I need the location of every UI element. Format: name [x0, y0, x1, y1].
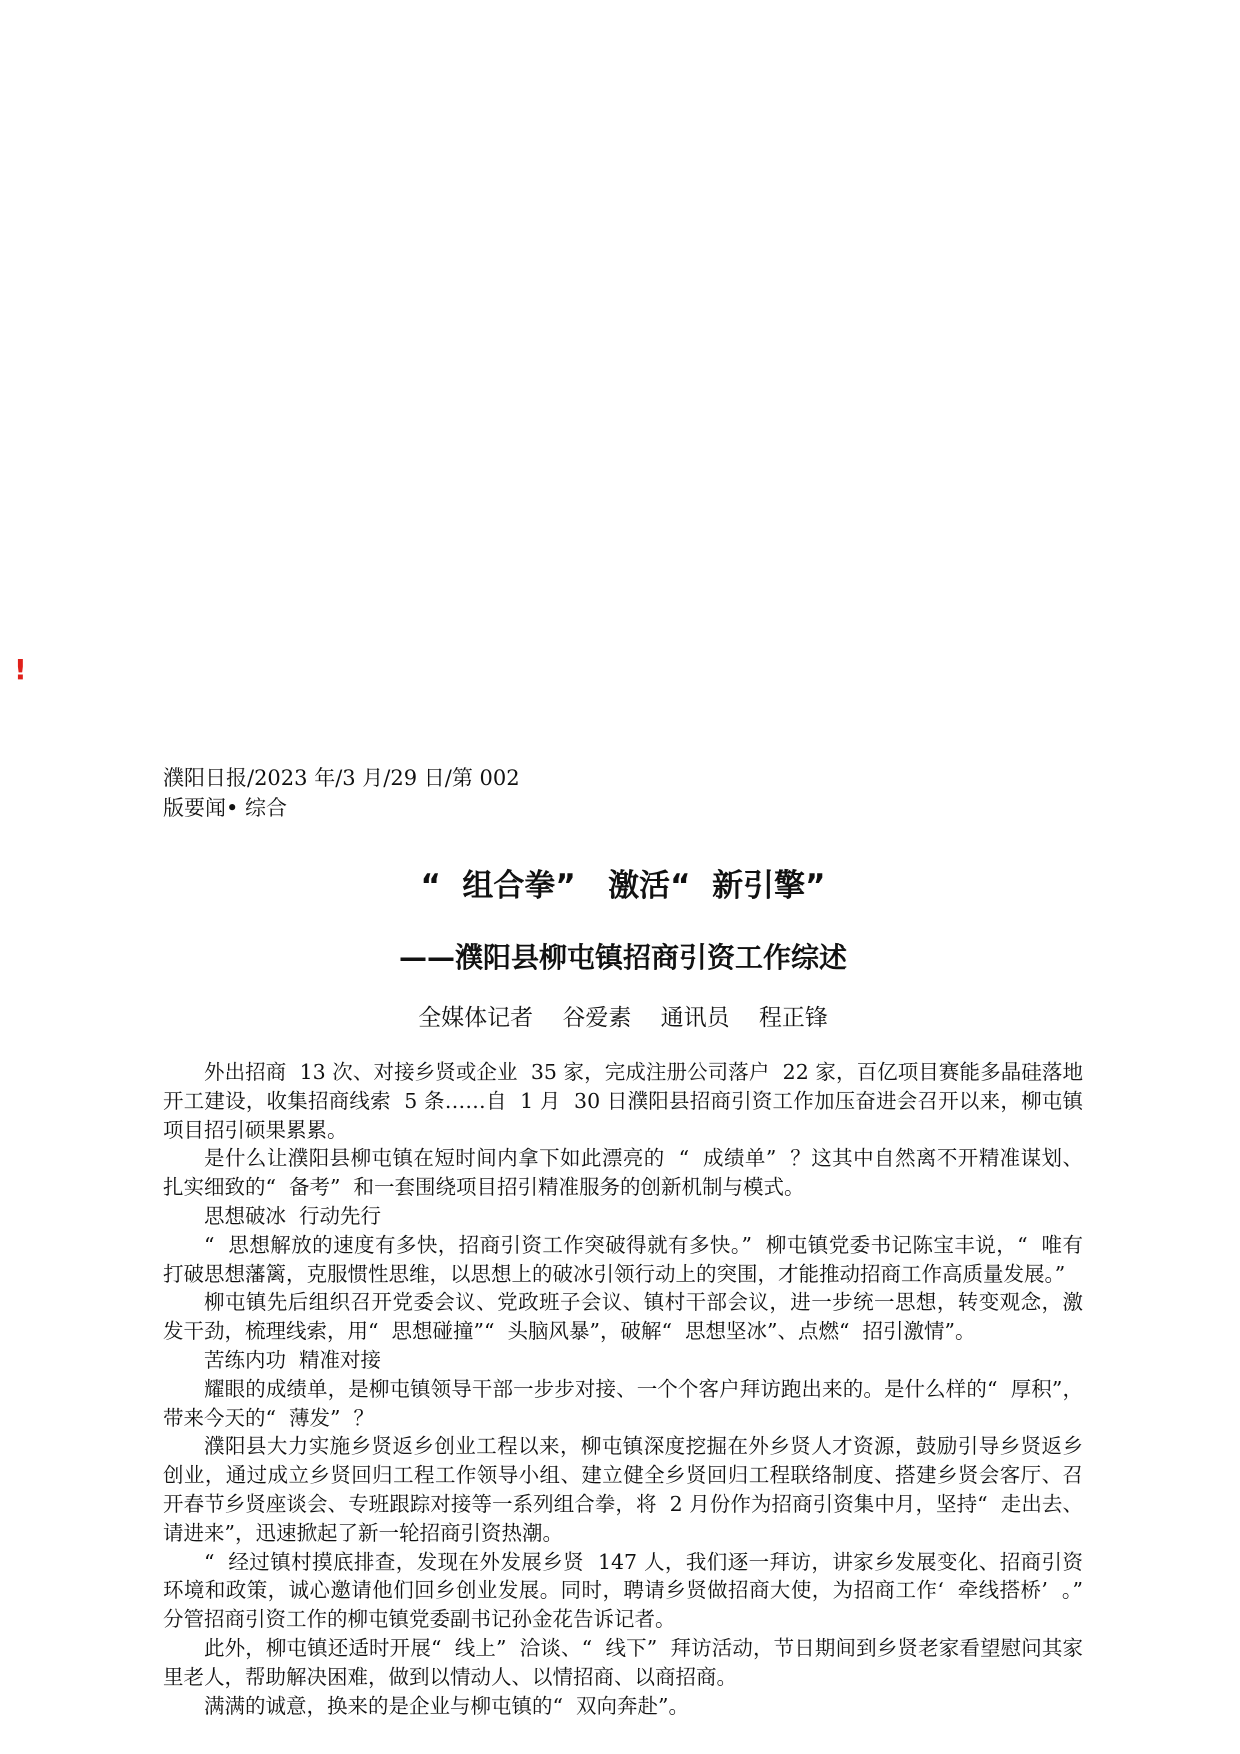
newspaper-article [163, 763, 1097, 1720]
paragraph: 濮阳县大力实施乡贤返乡创业工程以来，柳屯镇深度挖掘在外乡贤人才资源，鼓励引导乡贤返乡创业，通过成立乡贤回归工程工作领导小组、建立健全乡贤回归工程联络制度、搭建乡贤会客厅、召开春节乡贤座谈会、专班跟踪对接等一系列组合拳，将 2 月份作为招商引资集中月，坚持“ 走出去、请进来”，迅速掀起了新一轮招商引资热潮。 [163, 1434, 1083, 1545]
paragraph: 此外，柳屯镇还适时开展“ 线上” 洽谈、“ 线下” 拜访活动，节日期间到乡贤老家看望慰问其家里老人，帮助解决困难，做到以情动人、以情招商、以商招商。 [163, 1635, 1083, 1689]
paragraph: 满满的诚意，换来的是企业与柳屯镇的“ 双向奔赴”。 [204, 1693, 689, 1718]
article-title: “ 组合拳” 激活“ 新引擎” [420, 868, 826, 904]
red-exclamation-mark: ! [14, 653, 27, 686]
article-byline: 全媒体记者 谷爱素 通讯员 程正锋 [418, 1005, 828, 1031]
paragraph: 外出招商 13 次、对接乡贤或企业 35 家，完成注册公司落户 22 家，百亿项目赛能多晶硅落地开工建设，收集招商线索 5 条……自 1 月 30 日濮阳县招商引资工作加压奋进会召开以来，柳屯镇项目招引硕果累累。 [163, 1060, 1083, 1142]
section-line: 版要闻• 综合 [163, 796, 288, 820]
source-line: 濮阳日报/2023 年/3 月/29 日/第 002 [163, 766, 520, 790]
paragraph: “ 经过镇村摸底排查，发现在外发展乡贤 147 人，我们逐一拜访，讲家乡发展变化、招商引资环境和政策，诚心邀请他们回乡创业发展。同时，聘请乡贤做招商大使，为招商工作‘ 牵线搭桥’ 。” 分管招商引资工作的柳屯镇党委副书记孙金花告诉记者。 [163, 1549, 1097, 1632]
paragraph: “ 思想解放的速度有多快，招商引资工作突破得就有多快。” 柳屯镇党委书记陈宝丰说，“ 唯有打破思想藩篱，克服惯性思维，以思想上的破冰引领行动上的突围，才能推动招商工作高质量发展。” [163, 1232, 1083, 1286]
article-subtitle: ——濮阳县柳屯镇招商引资工作综述 [398, 941, 847, 974]
paragraph: 柳屯镇先后组织召开党委会议、党政班子会议、镇村干部会议，进一步统一思想，转变观念，激发干劲，梳理线索，用“ 思想碰撞”“ 头脑风暴”，破解“ 思想坚冰”、点燃“ 招引激情”。 [163, 1290, 1083, 1344]
section-heading: 思想破冰 行动先行 [204, 1203, 382, 1228]
section-heading: 苦练内功 精准对接 [204, 1347, 382, 1372]
paragraph: 耀眼的成绩单，是柳屯镇领导干部一步步对接、一个个客户拜访跑出来的。是什么样的“ 厚积”，带来今天的“ 薄发” ？ [163, 1376, 1083, 1430]
article-body [163, 1058, 1097, 1720]
paragraph: 是什么让濮阳县柳屯镇在短时间内拿下如此漂亮的 “ 成绩单” ？这其中自然离不开精准谋划、扎实细致的“ 备考” 和一套围绕项目招引精准服务的创新机制与模式。 [163, 1146, 1083, 1200]
